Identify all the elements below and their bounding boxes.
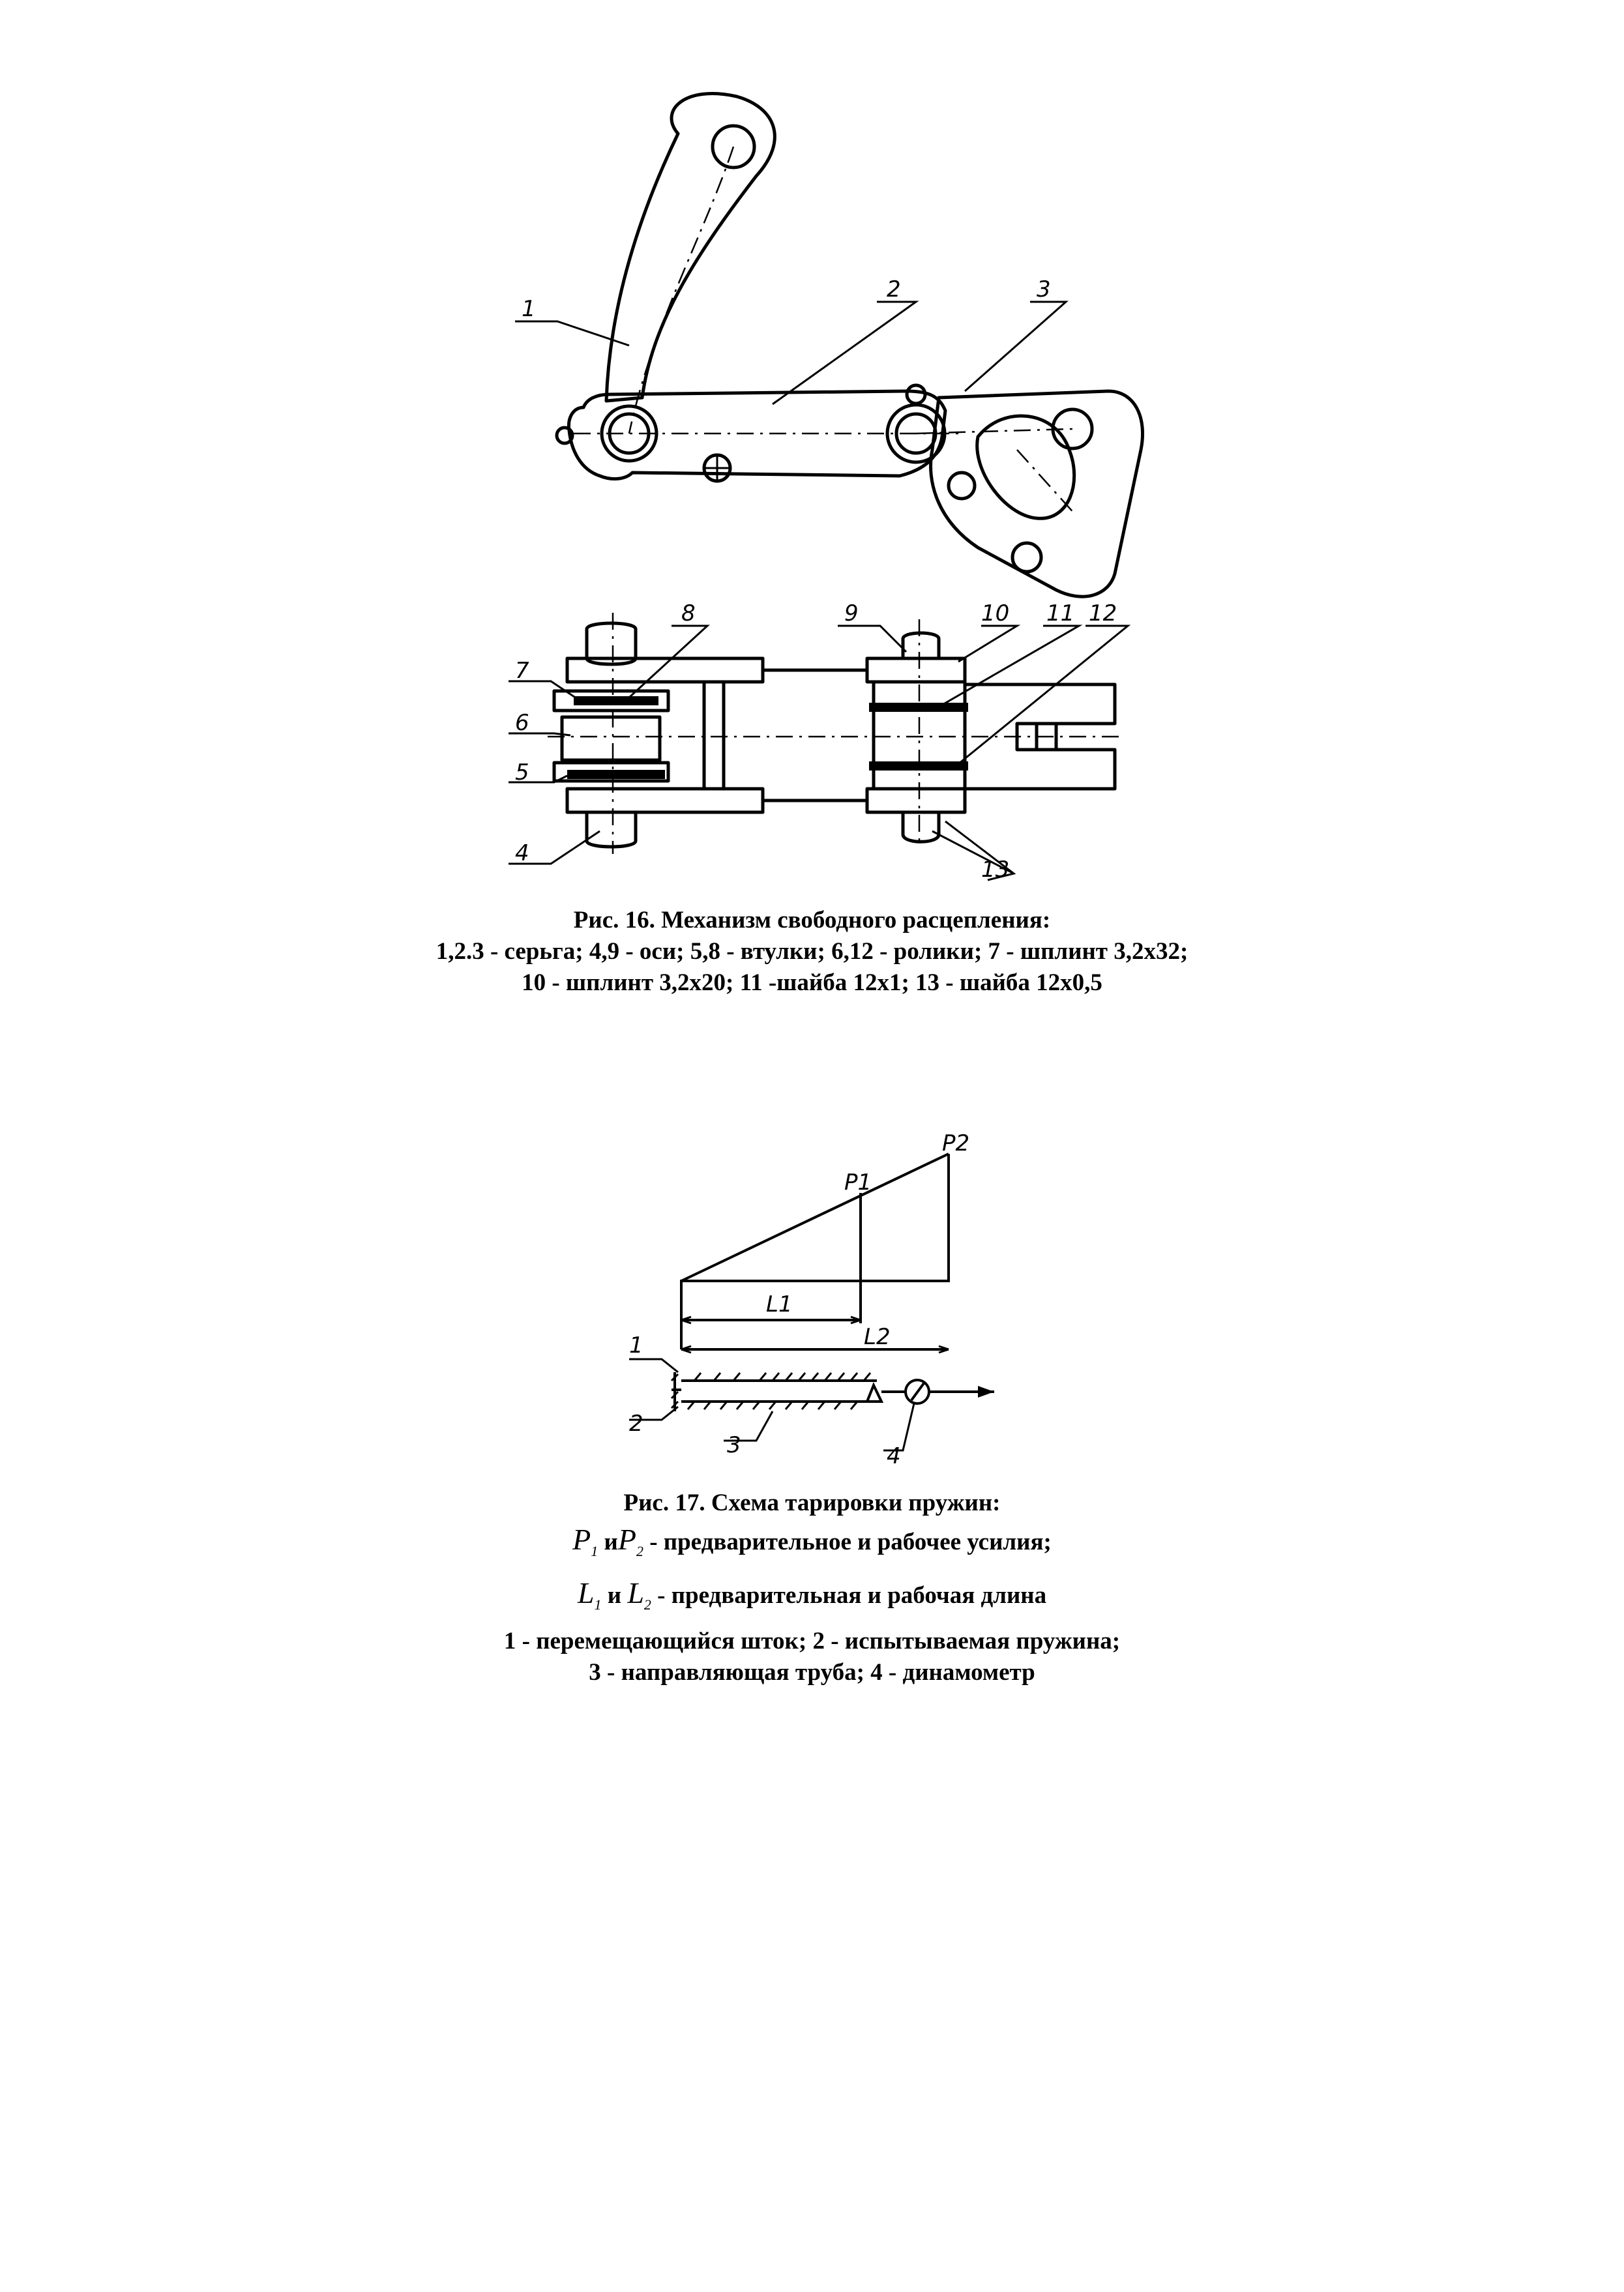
figure-16-caption-line-2: 1,2.3 - серьга; 4,9 - оси; 5,8 - втулки; 6,12 - ролики; 7 - шплинт 3,2х32; [436, 938, 1188, 965]
label-1: 1 [522, 296, 536, 322]
figure-17-caption [0, 1488, 1624, 1688]
label-13: 13 [981, 857, 1010, 883]
label-n2: 2 [629, 1411, 643, 1437]
label-6: 6 [515, 710, 529, 736]
figure-17-legend-line-2: 3 - направляющая труба; 4 - динамометр [589, 1659, 1035, 1686]
figure-17-forces-line: $P_1$ $иP_2$ - предварительное и рабочее усилия; [572, 1523, 1052, 1560]
figure-17-caption-title: Рис. 17. Схема тарировки пружин: [623, 1490, 1001, 1516]
label-n1: 1 [629, 1332, 643, 1359]
label-n4: 4 [887, 1443, 901, 1469]
label-7: 7 [515, 658, 529, 684]
label-8: 8 [681, 600, 696, 626]
figure-16-caption-title: Рис. 16. Механизм свободного расцепления: [573, 907, 1051, 933]
label-p1: P1 [844, 1169, 872, 1196]
label-length-1: L1 [766, 1291, 793, 1317]
symbol-l1: $L_1$ [577, 1576, 602, 1613]
label-p2: P2 [942, 1130, 970, 1156]
figure-17-legend-line-1: 1 - перемещающийся шток; 2 - испытываемая пружина; [503, 1628, 1121, 1655]
label-n3: 3 [727, 1432, 741, 1458]
symbol-p1: $P_1$ [572, 1523, 598, 1560]
label-3: 3 [1037, 276, 1051, 302]
figure-16-caption-line-3: 10 - шплинт 3,2х20; 11 -шайба 12х1; 13 - шайба 12х0,5 [522, 969, 1102, 996]
label-10: 10 [981, 600, 1010, 626]
figure-17-lengths-line: $L_1$ и $L_2$ - предварительная и рабочая длина [577, 1576, 1047, 1613]
label-2: 2 [887, 276, 901, 302]
label-12: 12 [1089, 600, 1117, 626]
label-5: 5 [515, 759, 529, 786]
symbol-p2: $P_2$ [617, 1523, 643, 1560]
label-9: 9 [844, 600, 859, 626]
label-11: 11 [1046, 600, 1075, 626]
symbol-l2: $L_2$ [627, 1576, 651, 1613]
force-line [681, 1154, 949, 1281]
label-length-2: L2 [864, 1324, 891, 1350]
label-4: 4 [515, 840, 529, 866]
